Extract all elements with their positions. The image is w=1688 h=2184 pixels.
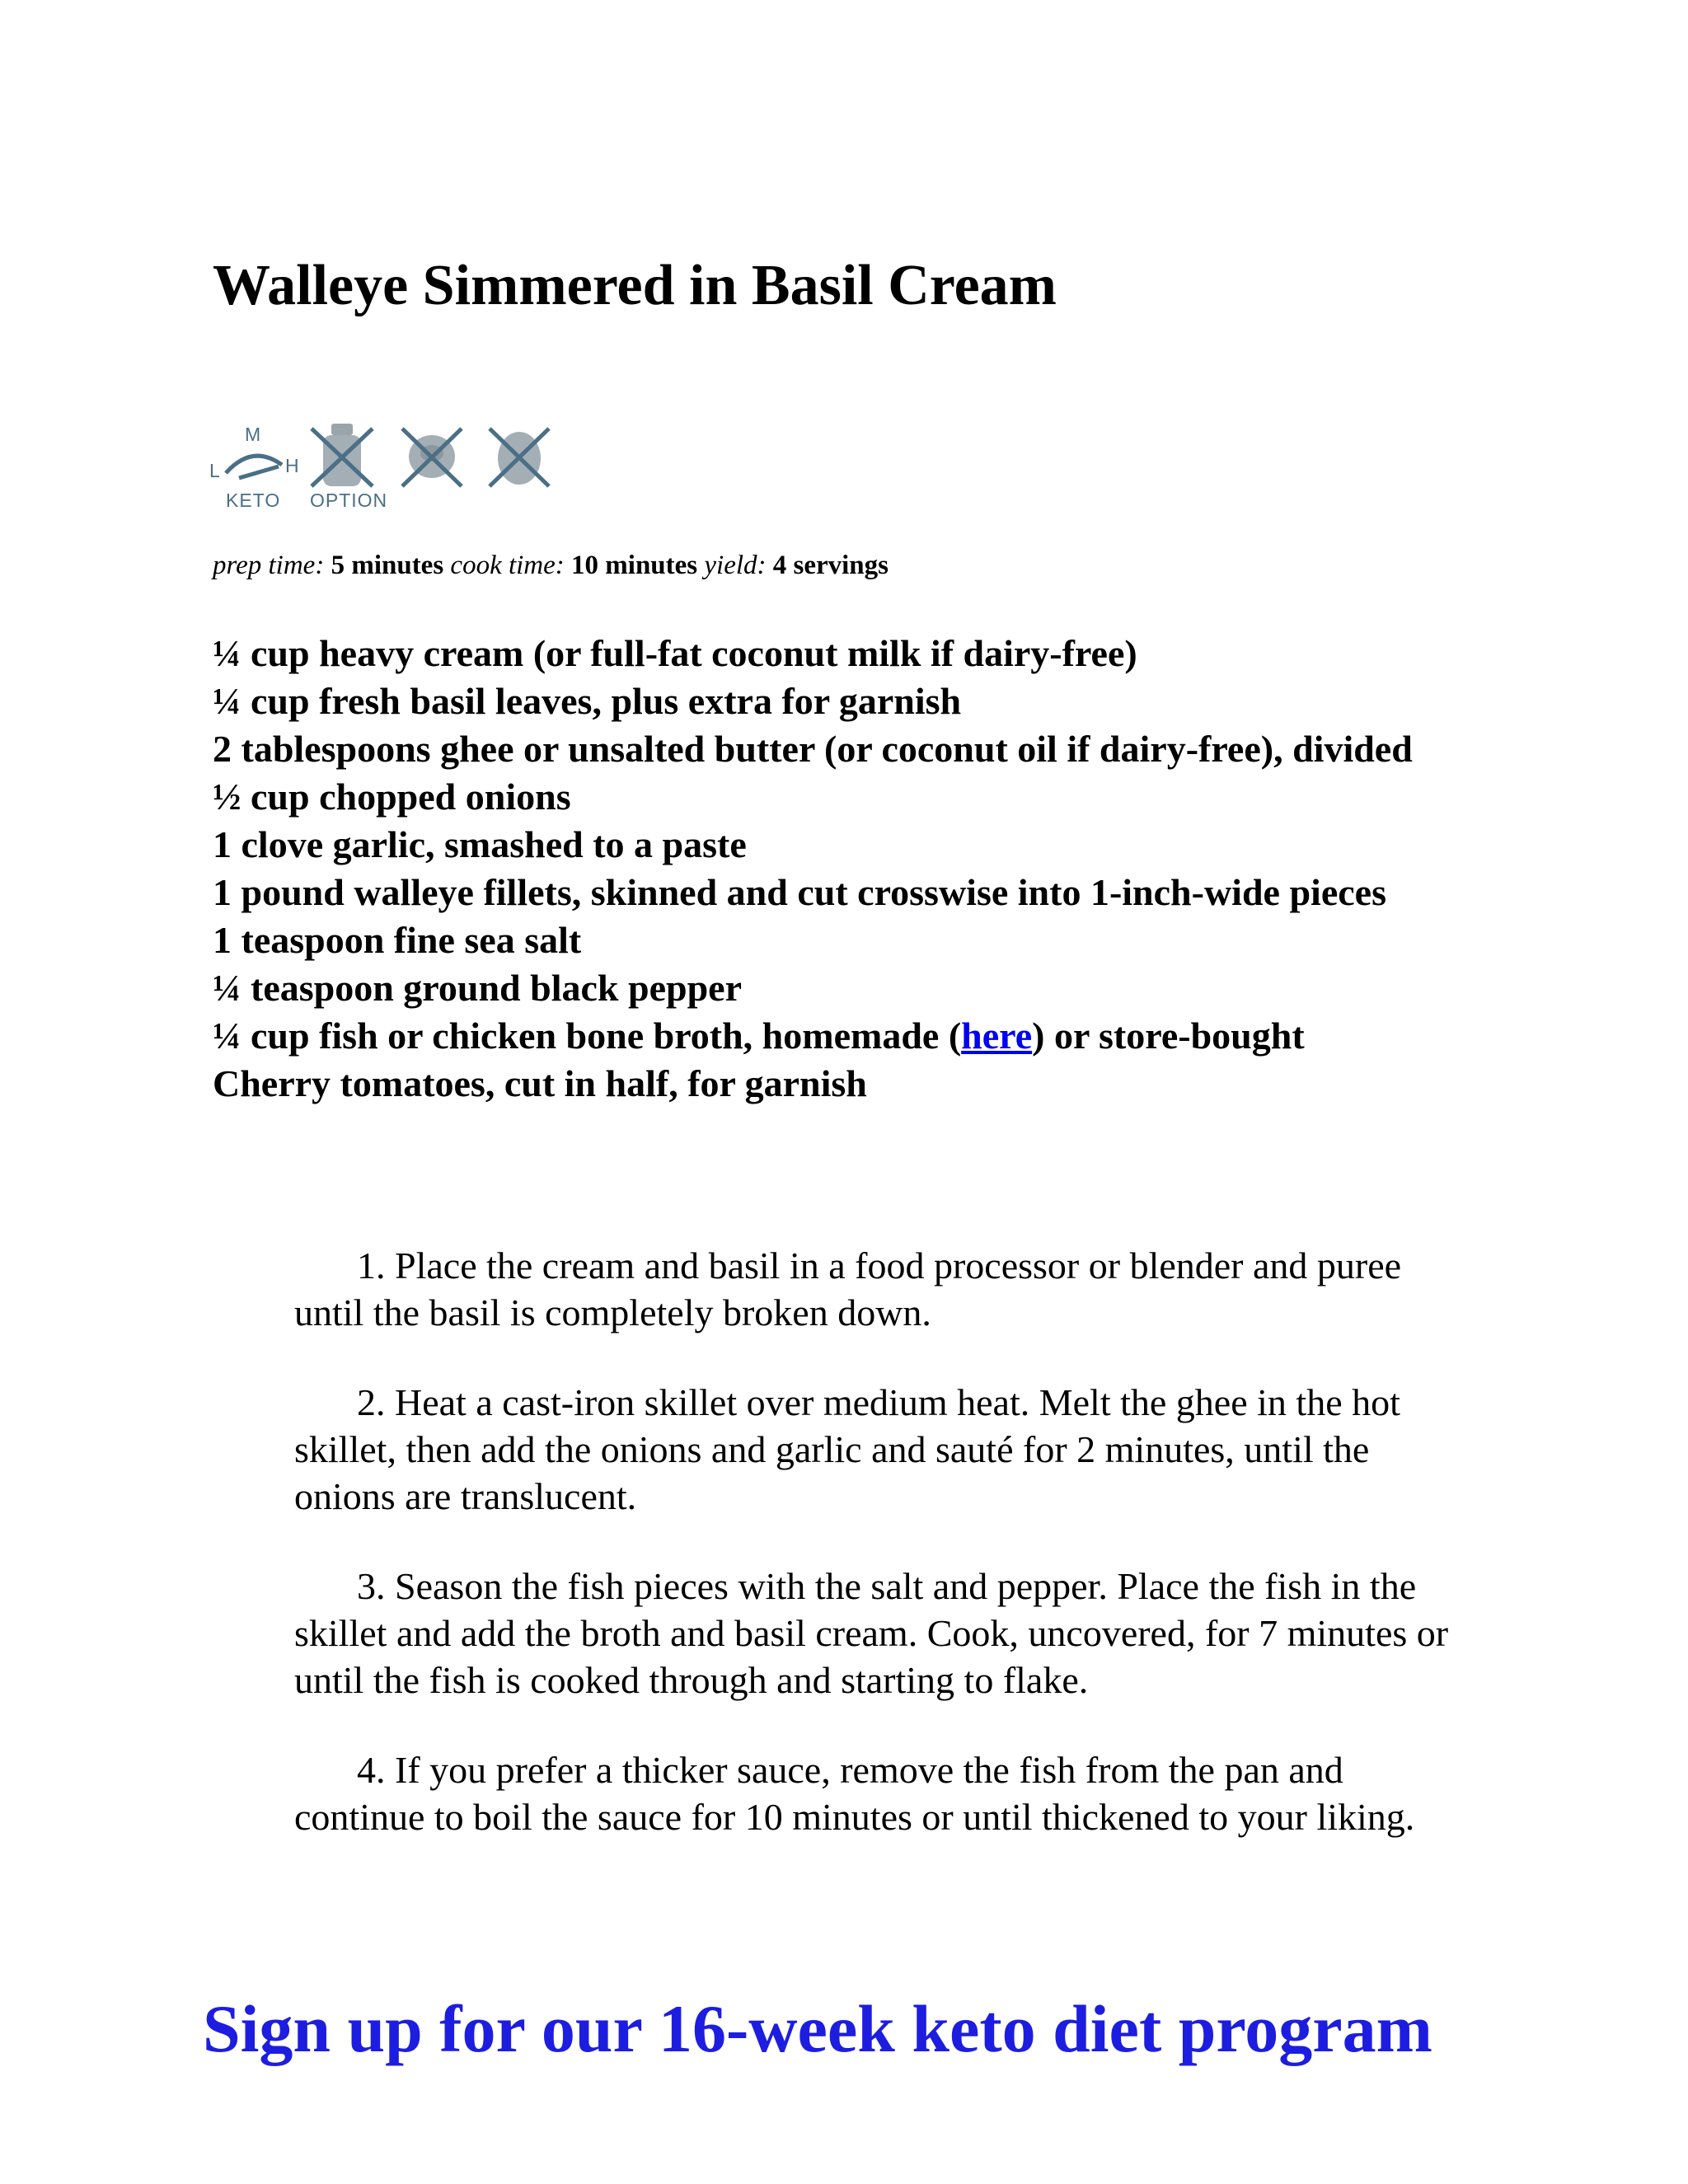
instruction-list <box>294 1242 1475 1883</box>
egg-free-icon <box>478 420 560 494</box>
option-label: OPTION <box>310 490 388 511</box>
dairy-free-option-icon <box>303 420 386 513</box>
signup-link[interactable]: Sign up for our 16-week keto diet program <box>203 1991 1432 2066</box>
keto-level-high: H <box>285 455 300 476</box>
keto-label: KETO <box>226 490 281 511</box>
prep-time-label: prep time: <box>213 551 325 580</box>
ingredient-item: 1 pound walleye fillets, skinned and cut crosswise into 1-inch-wide pieces <box>213 871 1386 913</box>
broth-recipe-link[interactable]: here <box>961 1015 1033 1057</box>
crossed-egg-icon <box>478 420 560 491</box>
diet-badges <box>206 420 565 513</box>
crossed-nut-icon <box>391 420 473 491</box>
broth-text-before: ¼ cup fish or chicken bone broth, homemade ( <box>213 1015 962 1057</box>
ingredient-item-broth <box>213 1012 1475 1060</box>
keto-gauge-icon <box>206 420 298 513</box>
crossed-jar-icon <box>303 420 386 491</box>
ingredient-item: 1 clove garlic, smashed to a paste <box>213 823 747 865</box>
ingredient-item: ¼ cup fresh basil leaves, plus extra for garnish <box>213 680 962 722</box>
prep-time-value: 5 minutes <box>331 551 444 580</box>
ingredient-item: 2 tablespoons ghee or unsalted butter (or coconut oil if dairy-free), divided <box>213 728 1413 770</box>
keto-level-medium: M <box>245 424 262 445</box>
ingredient-item: ¼ teaspoon ground black pepper <box>213 967 743 1009</box>
ingredient-item: ¼ cup heavy cream (or full-fat coconut milk if dairy-free) <box>213 632 1137 674</box>
instruction-step: 4. If you prefer a thicker sauce, remove the fish from the pan and continue to boil the sauce for 10 minutes or until thickened to your liking. <box>294 1749 1415 1838</box>
nut-free-icon <box>391 420 473 494</box>
yield-label: yield: <box>704 551 767 580</box>
yield-value: 4 servings <box>772 551 889 580</box>
instruction-step: 1. Place the cream and basil in a food processor or blender and puree until the basil is completely broken down. <box>294 1244 1402 1333</box>
ingredient-list <box>213 630 1475 1108</box>
instruction-step: 3. Season the fish pieces with the salt and pepper. Place the fish in the skillet and add the broth and basil cream. Cook, uncovered, for 7 minutes or until the fish is cooked through and starting to flake. <box>294 1565 1449 1701</box>
recipe-meta <box>213 551 889 581</box>
ingredient-item: 1 teaspoon fine sea salt <box>213 919 582 961</box>
ingredient-item: Cherry tomatoes, cut in half, for garnish <box>213 1062 867 1104</box>
broth-text-after: ) or store-bought <box>1032 1015 1305 1057</box>
ingredient-item: ½ cup chopped onions <box>213 776 571 818</box>
cook-time-label: cook time: <box>450 551 565 580</box>
instruction-step: 2. Heat a cast-iron skillet over medium heat. Melt the ghee in the hot skillet, then add the onions and garlic and sauté for 2 minutes, until the onions are translucent. <box>294 1381 1400 1517</box>
cook-time-value: 10 minutes <box>571 551 698 580</box>
keto-level-low: L <box>209 460 221 481</box>
recipe-title: Walleye Simmered in Basil Cream <box>213 254 1057 317</box>
